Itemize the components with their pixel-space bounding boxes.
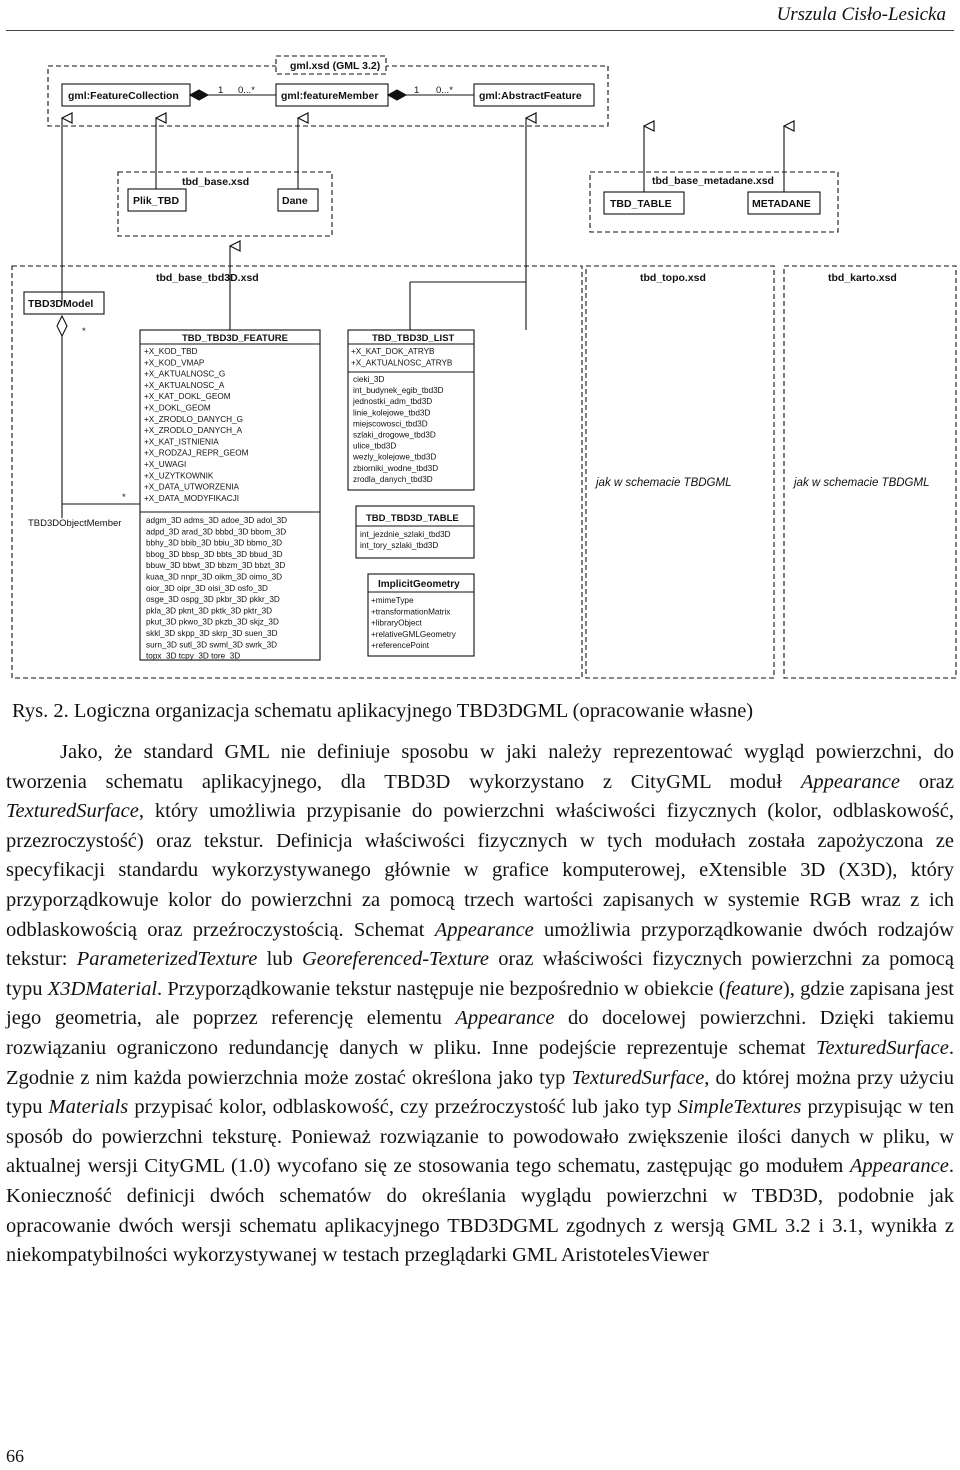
- table-item: int_jezdnie_szlaki_tbd3D: [360, 530, 451, 539]
- list-attribute: +X_KAT_DOK_ATRYB: [351, 347, 435, 356]
- feature-attribute: +X_RODZAJ_REPR_GEOM: [144, 448, 249, 458]
- page-header: [0, 0, 960, 26]
- class-abstract-feature-label: gml:AbstractFeature: [479, 90, 582, 102]
- list-item: miejscowosci_tbd3D: [353, 419, 428, 429]
- italic-term: X3DMaterial: [47, 977, 158, 1000]
- italic-term: Georeferenced-Texture: [301, 948, 490, 971]
- italic-term: TexturedSurface: [6, 800, 139, 823]
- class-implicit-label: ImplicitGeometry: [378, 579, 460, 590]
- list-item: linie_kolejowe_tbd3D: [353, 408, 431, 418]
- list-item: wezly_kolejowe_tbd3D: [353, 452, 437, 462]
- class-list-label: TBD_TBD3D_LIST: [372, 333, 455, 344]
- class-dane-label: Dane: [282, 195, 308, 207]
- mult-star-model: *: [82, 326, 86, 337]
- package-gml-label: gml.xsd (GML 3.2): [290, 60, 381, 72]
- implicit-attribute: +mimeType: [371, 596, 414, 605]
- text-run: umożliwia przyporządkowanie dwóch rodzajów tekstur:: [6, 918, 954, 971]
- table-item: int_tory_szlaki_tbd3D: [360, 541, 439, 551]
- feature-class-row: pkla_3D pknt_3D pktk_3D pktr_3D: [146, 606, 273, 616]
- class-object-member-label: TBD3DObjectMember: [28, 518, 122, 529]
- feature-attribute: +X_UWAGI: [144, 460, 187, 469]
- class-feature-label: TBD_TBD3D_FEATURE: [182, 333, 288, 344]
- italic-term: Appearance: [849, 1155, 949, 1178]
- feature-attribute: +X_DATA_UTWORZENIA: [144, 482, 240, 492]
- package-topo-label: tbd_topo.xsd: [640, 272, 706, 284]
- feature-attribute: +X_AKTUALNOSC_G: [144, 369, 226, 379]
- list-attribute: +X_AKTUALNOSC_ATRYB: [351, 358, 453, 368]
- mult-many-a: 0...*: [238, 85, 255, 96]
- mult-many-b: 0...*: [436, 85, 453, 96]
- feature-attribute: +X_ZRODLO_DANYCH_A: [144, 426, 243, 436]
- feature-class-row: skkl_3D skpp_3D skrp_3D suen_3D: [146, 629, 278, 638]
- feature-attribute: +X_UZYTKOWNIK: [144, 471, 214, 481]
- feature-class-row: bbuw_3D bbwt_3D bbzm_3D bbzt_3D: [146, 561, 286, 571]
- list-item: cieki_3D: [353, 375, 385, 384]
- text-run: . Konieczność definicji dwóch schematów do określania wyglądu powierzchni w TBD3D, podobnie jak opracowanie dwóch wersji schematu aplikacyjnego TBD3DGML zgodnych z wersją GML 3.2 i 3.1, wynikła z niekompatybilności wykorzystywanej w testach przeglądarki GML AristotelesViewer: [6, 1155, 954, 1267]
- italic-term: Appearance: [434, 918, 534, 941]
- header-rule: [6, 30, 954, 31]
- italic-term: TexturedSurface: [816, 1036, 949, 1059]
- text-run: przypisać kolor, odblaskowość, czy przeźroczystość lub jako typ: [128, 1096, 678, 1119]
- text-run: , który umożliwia przypisanie do powierzchni właściwości fizycznych (kolor, odblaskowość, przezroczystość) oraz tekstur. Definicja właściwości fizycznych w tych modułach została zapożyczona ze specyfikacji standardu wykorzystywanego głównie w grafice komputerowej, eXtensible 3D (X3D), który przyporządkowuje kolor do powierzchni za pomocą trzech wartości zapisanych w systemie RGB wraz z ich odblaskowością oraz przeźroczystością. Schemat: [6, 800, 954, 941]
- package-tbd3d-label: tbd_base_tbd3D.xsd: [156, 272, 259, 284]
- text-run: . Przyporządkowanie tekstur następuje nie bezpośrednio w obiekcie (: [157, 977, 726, 1000]
- class-table3d-label: TBD_TBD3D_TABLE: [366, 513, 459, 524]
- body-text: [6, 738, 954, 1271]
- feature-class-row: kuaa_3D nnpr_3D oikm_3D oimo_3D: [146, 572, 283, 582]
- italic-term: Materials: [48, 1096, 129, 1119]
- note-topo: jak w schemacie TBDGML: [596, 477, 732, 489]
- class-metadane-label: METADANE: [752, 198, 811, 210]
- feature-class-row: adpd_3D arad_3D bbbd_3D bbom_3D: [146, 527, 287, 537]
- feature-attribute: +X_ZRODLO_DANYCH_G: [144, 414, 243, 424]
- package-karto-label: tbd_karto.xsd: [828, 272, 897, 284]
- list-item: zbiorniki_wodne_tbd3D: [353, 463, 439, 473]
- feature-attribute: +X_DOKL_GEOM: [144, 403, 211, 413]
- italic-term: Appearance: [455, 1007, 555, 1030]
- feature-class-row: pkut_3D pkwo_3D pkzb_3D skjz_3D: [146, 617, 279, 627]
- text-run: . Zgodnie z nim każda powierzchnia może zostać określona jako typ: [6, 1036, 954, 1089]
- feature-class-row: topx_3D tcpy_3D tore_3D: [146, 651, 241, 661]
- figure-caption: Rys. 2. Logiczna organizacja schematu aplikacyjnego TBD3DGML (opracowanie własne): [12, 700, 754, 722]
- text-run: lub: [257, 948, 302, 971]
- feature-class-row: bbog_3D bbsp_3D bbts_3D bbud_3D: [146, 549, 283, 559]
- text-run: do docelowej powierzchni. Dzięki takiemu rozwiązaniu ograniczono redundancję danych w pliku. Inne podejście reprezentuje schemat: [6, 1007, 954, 1059]
- class-feature-collection-label: gml:FeatureCollection: [68, 90, 179, 102]
- feature-attribute: +X_KOD_TBD: [144, 347, 198, 356]
- feature-class-row: surn_3D sutl_3D swml_3D swrk_3D: [146, 640, 278, 650]
- feature-attribute: +X_KOD_VMAP: [144, 358, 205, 368]
- package-tbd-base-label: tbd_base.xsd: [182, 176, 250, 188]
- italic-term: TexturedSurface: [571, 1066, 705, 1089]
- feature-class-row: oior_3D oipr_3D oisi_3D osfo_3D: [146, 583, 268, 593]
- mult-star-member: *: [122, 492, 126, 503]
- header-author: Urszula Cisło-Lesicka: [776, 4, 946, 25]
- text-run: oraz: [899, 770, 954, 793]
- feature-attribute: +X_DATA_MODYFIKACJI: [144, 493, 240, 503]
- feature-class-row: bbhy_3D bbib_3D bbiu_3D bbmo_3D: [146, 538, 283, 548]
- list-item: jednostki_adm_tbd3D: [353, 397, 433, 407]
- page-number: 66: [6, 1446, 24, 1466]
- implicit-attribute: +libraryObject: [371, 618, 422, 628]
- text-run: Jako, że standard GML nie definiuje sposobu w jaki należy reprezentować wygląd powierzchni, do tworzenia schematu aplikacyjnego, dla TBD3D wykorzystano z CityGML moduł: [6, 741, 954, 793]
- class-feature-member-label: gml:featureMember: [281, 90, 379, 102]
- list-item: zrodla_danych_tbd3D: [353, 474, 433, 484]
- package-topo: [586, 266, 774, 678]
- mult-one-b: 1: [414, 85, 420, 96]
- mult-one-a: 1: [218, 85, 224, 96]
- text-run: ), gdzie zapisana jest jego geometria, ale poprzez referencję elementu: [6, 977, 954, 1030]
- list-item: int_budynek_egib_tbd3D: [353, 386, 444, 396]
- implicit-attribute: +transformationMatrix: [371, 607, 451, 617]
- feature-attribute: +X_KAT_ISTNIENIA: [144, 437, 219, 447]
- text-run: , do której można przy użyciu typu: [6, 1066, 955, 1119]
- class-plik-tbd-label: Plik_TBD: [133, 195, 180, 207]
- note-karto: jak w schemacie TBDGML: [794, 477, 930, 489]
- text-run: oraz właściwości fizycznych powierzchni za pomocą typu: [6, 948, 954, 1000]
- implicit-attribute: +referencePoint: [371, 641, 430, 651]
- italic-term: SimpleTextures: [677, 1096, 802, 1119]
- feature-attribute: +X_AKTUALNOSC_A: [144, 380, 225, 390]
- italic-term: Appearance: [800, 770, 900, 793]
- class-tbd3d-model-label: TBD3DModel: [28, 298, 94, 310]
- implicit-attribute: +relativeGMLGeometry: [371, 629, 456, 639]
- body-paragraph: [6, 738, 954, 1271]
- feature-class-row: adgm_3D adms_3D adoe_3D adol_3D: [146, 516, 288, 525]
- list-item: ulice_tbd3D: [353, 441, 397, 451]
- package-metadane-label: tbd_base_metadane.xsd: [652, 175, 774, 187]
- feature-class-row: osge_3D ospg_3D pkbr_3D pkkr_3D: [146, 595, 280, 605]
- feature-attribute: +X_KAT_DOKL_GEOM: [144, 392, 231, 402]
- class-tbd-table-label: TBD_TABLE: [610, 198, 672, 210]
- uml-diagram: [0, 34, 960, 694]
- italic-term: ParameterizedTexture: [76, 948, 258, 971]
- italic-term: feature: [725, 977, 783, 1000]
- text-run: przypisując w ten sposób do powierzchni teksturę. Ponieważ rozwiązanie to powodowało zwiększenie ilości danych w pliku, w aktualnej wersji CityGML (1.0) wycofano się ze stosowania tego schematu, zastępując go modułem: [6, 1096, 954, 1178]
- list-item: szlaki_drogowe_tbd3D: [353, 430, 436, 440]
- package-karto: [784, 266, 956, 678]
